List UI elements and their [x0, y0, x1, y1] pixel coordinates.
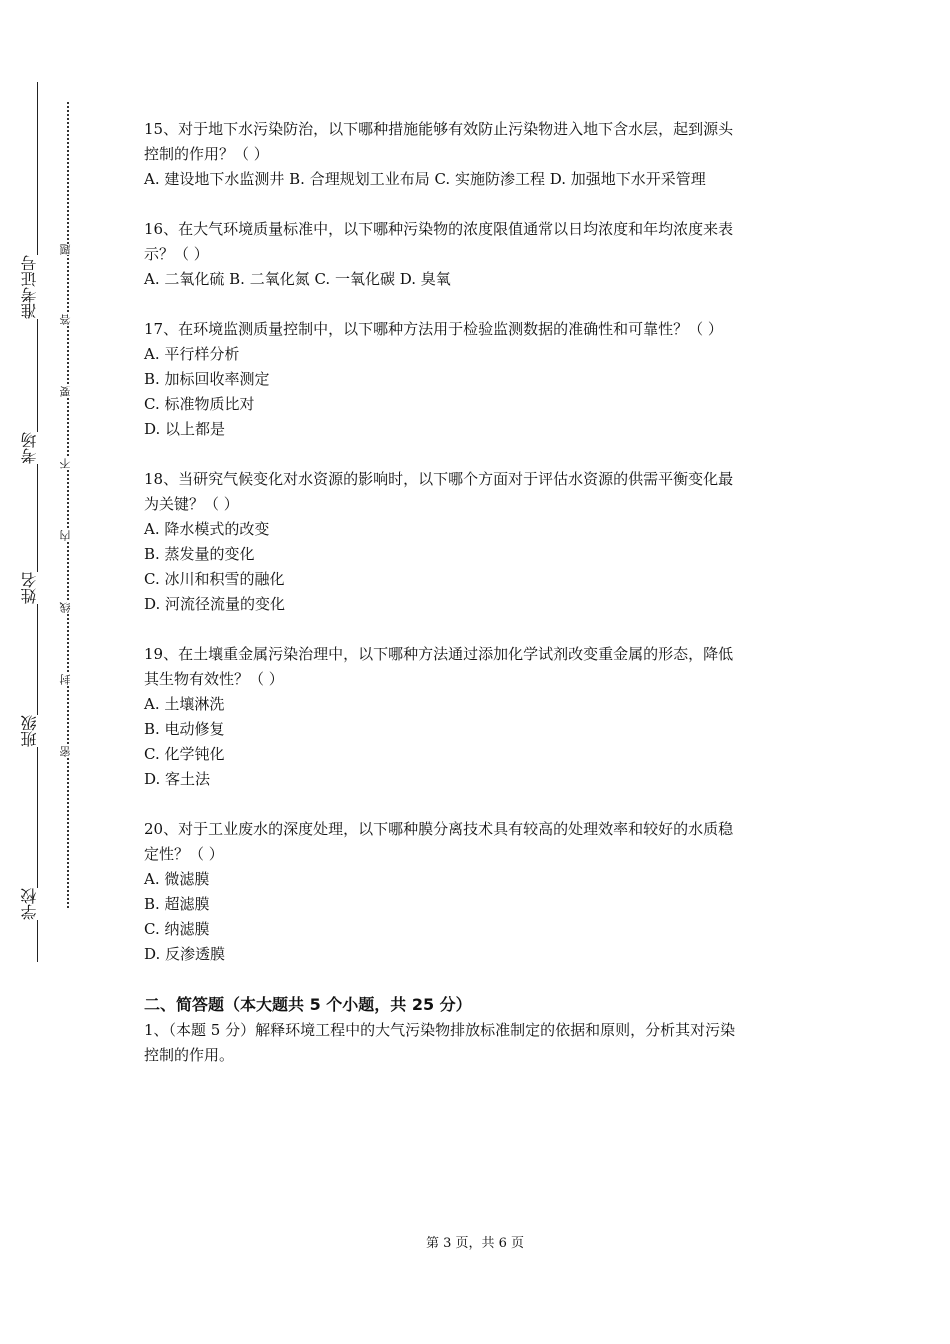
option-a: A. 土壤淋洗	[144, 695, 225, 713]
question-19	[144, 642, 814, 792]
seal-dotted-line	[67, 102, 69, 908]
answer-options: A. 二氧化硫 B. 二氧化氮 C. 一氧化碳 D. 臭氧	[144, 270, 451, 288]
question-stem: 19、在土壤重金属污染治理中，以下哪种方法通过添加化学试剂改变重金属的形态，降低	[144, 645, 734, 663]
option-c: C. 标准物质比对	[144, 395, 255, 413]
question-stem: 18、当研究气候变化对水资源的影响时，以下哪个方面对于评估水资源的供需平衡变化最	[144, 470, 734, 488]
seal-char: 封	[59, 674, 72, 685]
short-answer-question-1	[144, 1018, 814, 1068]
question-stem: 其生物有效性？（ ）	[144, 670, 284, 688]
class-label: 班级	[22, 715, 50, 747]
seal-char: 答	[59, 314, 72, 325]
question-20	[144, 817, 814, 967]
seal-char: 不	[59, 458, 72, 469]
option-d: D. 河流径流量的变化	[144, 595, 286, 613]
option-a: A. 平行样分析	[144, 345, 240, 363]
exam-room-label: 考场	[22, 432, 50, 464]
seal-char: 密	[59, 746, 72, 757]
option-a: A. 微滤膜	[144, 870, 210, 888]
question-stem: 控制的作用。	[144, 1046, 235, 1064]
question-stem: 16、在大气环境质量标准中，以下哪种污染物的浓度限值通常以日均浓度和年均浓度来表	[144, 220, 734, 238]
binding-margin	[0, 0, 100, 1344]
option-b: B. 蒸发量的变化	[144, 545, 255, 563]
answer-options: A. 建设地下水监测井 B. 合理规划工业布局 C. 实施防渗工程 D. 加强地下水开采管理	[144, 170, 706, 188]
question-stem: 1、（本题 5 分）解释环境工程中的大气污染物排放标准制定的依据和原则，分析其对污染	[144, 1021, 736, 1039]
seal-char: 线	[59, 602, 72, 613]
option-c: C. 冰川和积雪的融化	[144, 570, 285, 588]
binding-solid-line	[37, 82, 38, 962]
option-a: A. 降水模式的改变	[144, 520, 270, 538]
question-stem: 17、在环境监测质量控制中，以下哪种方法用于检验监测数据的准确性和可靠性？（ ）	[144, 320, 723, 338]
option-d: D. 反渗透膜	[144, 945, 226, 963]
option-d: D. 客土法	[144, 770, 211, 788]
question-stem: 20、对于工业废水的深度处理，以下哪种膜分离技术具有较高的处理效率和较好的水质稳	[144, 820, 734, 838]
admission-number-label: 准考证号	[22, 255, 50, 319]
question-stem: 示？（ ）	[144, 245, 209, 263]
question-18	[144, 467, 814, 617]
option-b: B. 电动修复	[144, 720, 225, 738]
question-17	[144, 317, 814, 442]
name-label: 姓名	[22, 572, 50, 604]
section-title-short-answer: 二、简答题（本大题共 5 个小题，共 25 分）	[144, 995, 472, 1014]
option-b: B. 超滤膜	[144, 895, 210, 913]
question-stem: 15、对于地下水污染防治，以下哪种措施能够有效防止污染物进入地下含水层，起到源头	[144, 120, 734, 138]
question-stem: 定性？（ ）	[144, 845, 224, 863]
seal-char: 内	[59, 530, 72, 541]
question-stem: 为关键？（ ）	[144, 495, 239, 513]
question-15	[144, 117, 814, 192]
option-d: D. 以上都是	[144, 420, 226, 438]
option-b: B. 加标回收率测定	[144, 370, 270, 388]
page-footer: 第 3 页，共 6 页	[425, 1236, 525, 1251]
exam-content	[144, 117, 814, 1068]
option-c: C. 化学钝化	[144, 745, 225, 763]
seal-char: 要	[59, 386, 72, 397]
seal-char: 题	[59, 244, 72, 255]
question-16	[144, 217, 814, 292]
question-stem: 控制的作用？（ ）	[144, 145, 269, 163]
option-c: C. 纳滤膜	[144, 920, 210, 938]
school-label: 学校	[22, 888, 50, 920]
